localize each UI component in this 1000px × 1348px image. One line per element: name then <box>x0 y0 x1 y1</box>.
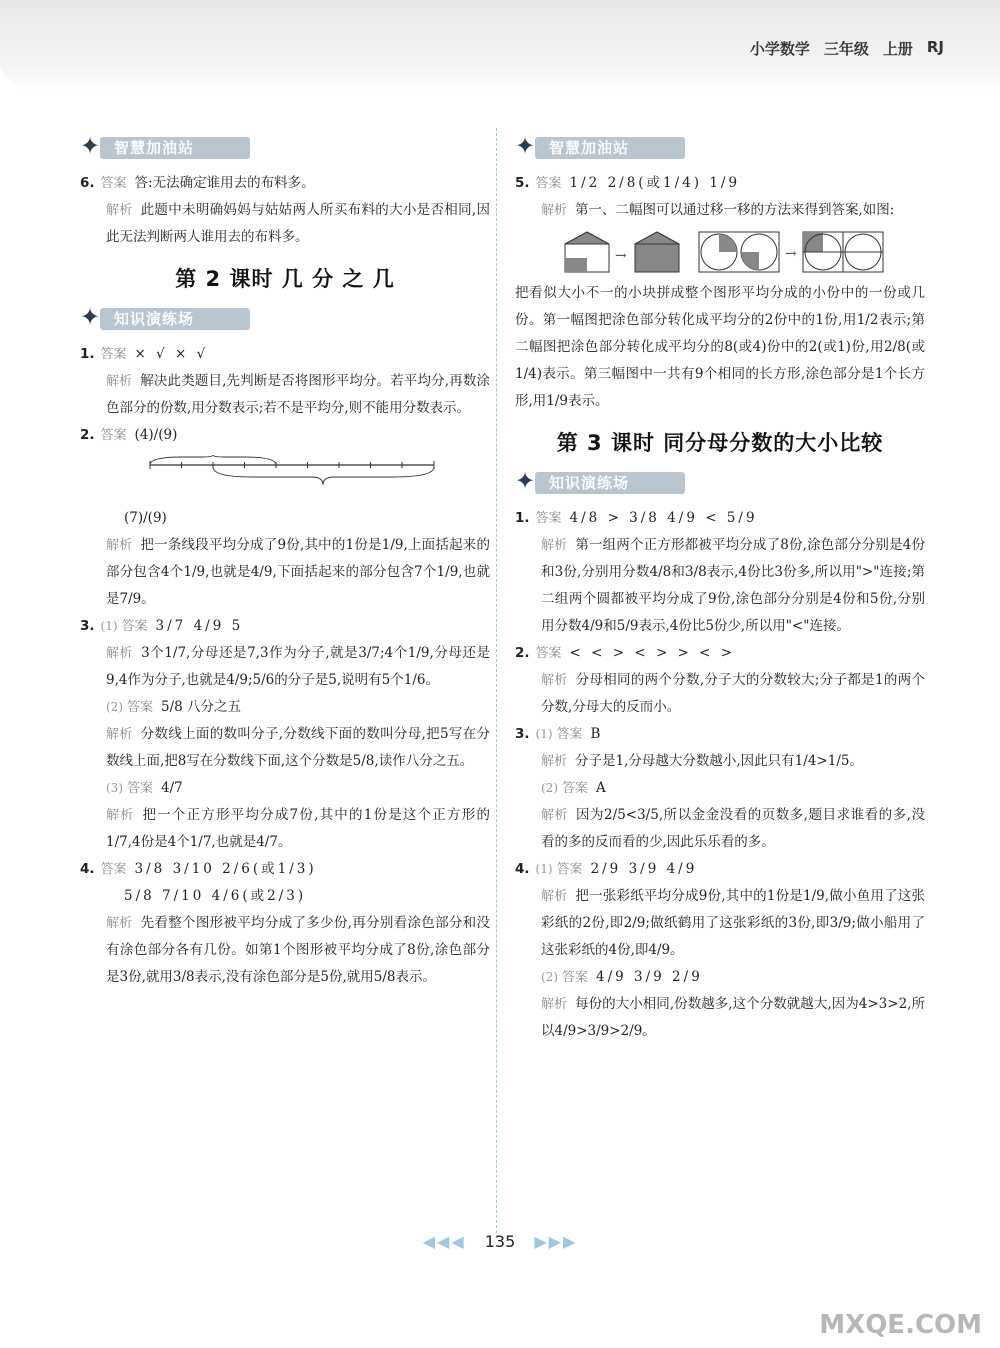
answer-text: 4/7 <box>161 780 183 796</box>
answer-text: 答:无法确定谁用去的布料多。 <box>134 175 315 191</box>
analysis-text: 解决此类题目,先判断是否将图形平均分。若平均分,再数涂色部分的份数,用分数表示;若不是平均分,则不能用分数表示。 <box>106 373 490 416</box>
analysis-text: 把一张彩纸平均分成9份,其中的1份是1/9,做小鱼用了这张彩纸的2份,即2/9;做纸鹤用了这张彩纸的3份,即3/9;做小船用了这张彩纸的4份,即4/9。 <box>541 888 925 958</box>
column-divider <box>496 128 497 1238</box>
section-label: 智慧加油站 <box>114 139 195 157</box>
circle-figure <box>697 230 887 274</box>
answer-text: 4/8 > 3/8 4/9 < 5/9 <box>569 510 758 526</box>
section-zhihui-right <box>515 132 925 162</box>
answer-top: (4)/(9) <box>134 427 178 443</box>
section-zhishi-left <box>80 303 490 333</box>
section-label: 知识演练场 <box>114 310 195 328</box>
question-4: 4. 答案 3/8 3/10 2/6(或1/3) 5/8 7/10 4/6(或2/3) 解析 先看整个图形被平均分成了多少份,再分别看涂色部分和没有涂色部分各有几份。如第1个图形被平均分成了8份,涂色部分是3份,就用3/8表示,没有涂色部分是5份,就用5/8表示。 <box>80 861 490 985</box>
segment-diagram <box>142 455 442 489</box>
question-6: 6. 答案 答:无法确定谁用去的布料多。 解析 此题中未明确妈妈与姑姑两人所买布料的大小是否相同,因此无法判断两人谁用去的布料多。 <box>80 175 490 245</box>
star-icon: ✦ <box>515 467 536 495</box>
answer-text: < < > < > > < > <box>569 645 736 661</box>
answer-text: × √ × √ <box>134 346 209 362</box>
answer-text: 3/7 4/9 5 <box>155 618 244 634</box>
question-r1: 1. 答案 4/8 > 3/8 4/9 < 5/9 解析 第一组两个正方形都被平均分成了8份,涂色部分分别是4份和3份,分别用分数4/8和3/8表示,4份比3份多,所以用">"连接;第二组两个圆都被平均分成了9份,涂色部分分别是4份和5份,分别用分数4/9和5/9表示,4份比5份少,所以用"<"连接。 <box>515 510 925 634</box>
answer-text: 5/8 八分之五 <box>161 699 242 715</box>
triangle-figure <box>563 230 683 274</box>
section-label: 知识演练场 <box>549 474 630 492</box>
analysis-text: 先看整个图形被平均分成了多少份,再分别看涂色部分和没有涂色部分各有几份。如第1个图形被平均分成了8份,涂色部分是3份,就用3/8表示,没有涂色部分是5份,就用5/8表示。 <box>106 915 490 985</box>
answer-text: A <box>596 780 606 796</box>
answer-text: 4/9 3/9 2/9 <box>596 969 703 985</box>
analysis-text: 因为2/5<3/5,所以金金没看的页数多,题目求谁看的多,没看的多的反而看的少,因此乐乐看的多。 <box>541 807 925 850</box>
answer-text: B <box>590 726 601 742</box>
lesson-title-2: 第 2 课时 几 分 之 几 <box>175 267 395 291</box>
answer-text: 1/2 2/8(或1/4) 1/9 <box>569 175 741 191</box>
answer-bottom: (7)/(9) <box>124 510 167 526</box>
analysis-text: 分子是1,分母越大分数越小,因此只有1/4>1/5。 <box>575 753 863 769</box>
page-number: 135 <box>484 1232 516 1251</box>
analysis-text: 第一组两个正方形都被平均分成了8份,涂色部分分别是4份和3份,分别用分数4/8和3/8表示,4份比3份多,所以用">"连接;第二组两个圆都被平均分成了9份,涂色部分分别是4份和5份,分别用分数4/9和5/9表示,4份比5份少,所以用"<"连接。 <box>541 537 925 634</box>
analysis-text: 3个1/7,分母还是7,3作为分子,就是3/7;4个1/9,分母还是9,4作为分子,也就是4/9;5/6的分子是5,说明有5个1/6。 <box>106 645 490 688</box>
question-5: 5. 答案 1/2 2/8(或1/4) 1/9 解析 第一、二幅图可以通过移一移的方法来得到答案,如图: → → 把看似大小不一的小块拼成整个图形平均分成的小份中的一份或几份。第一幅图把涂色部分转化成平均分的2份中的1份,用1/2表示;第二幅图把涂色部分转化成平均分的8(或4)份中的2(或1)份,用2/8(或1/4)表示。第三幅图中一共有9个相同的长方形,涂色部分是1个长方形,用1/9表示。 <box>515 175 925 409</box>
section-zhihui-left <box>80 132 490 162</box>
right-column <box>515 128 925 1045</box>
page-footer <box>0 1232 1000 1251</box>
star-icon: ✦ <box>80 303 101 331</box>
star-icon: ✦ <box>515 132 536 160</box>
analysis-text: 此题中未明确妈妈与姑姑两人所买布料的大小是否相同,因此无法判断两人谁用去的布料多。 <box>106 202 490 245</box>
site-watermark: MXQE.COM <box>819 1310 982 1340</box>
left-column <box>80 128 490 991</box>
section-zhishi-right <box>515 467 925 497</box>
question-2: 2. 答案 (4)/(9) (7)/(9) 解析 把一条线段平均分成了9份,其中的1份是1/9,上面括起来的部分包含4个1/9,也就是4/9,下面括起来的部分包含7个1/9,也就是7/9。 <box>80 427 490 607</box>
question-r3: 3. (1) 答案 B 解析 分子是1,分母越大分数越小,因此只有1/4>1/5。 (2) 答案 A 解析 因为2/5<3/5,所以金金没看的页数多,题目求谁看的多,没看的多的反而看的少,因此乐乐看的多。 <box>515 726 925 850</box>
svg-text:→: → <box>785 246 797 262</box>
lesson-title-3: 第 3 课时 同分母分数的大小比较 <box>556 431 884 455</box>
page-header <box>750 38 944 59</box>
analysis-text: 每份的大小相同,份数越多,这个分数就越大,因为4>3>2,所以4/9>3/9>2/9。 <box>541 996 925 1039</box>
analysis-text: 把一个正方形平均分成7份,其中的1份是这个正方形的1/7,4份是4个1/7,也就是4/7。 <box>106 807 490 850</box>
analysis-text: 把一条线段平均分成了9份,其中的1份是1/9,上面括起来的部分包含4个1/9,也就是4/9,下面括起来的部分包含7个1/9,也就是7/9。 <box>106 537 490 607</box>
question-r2: 2. 答案 < < > < > > < > 解析 分母相同的两个分数,分子大的分数较大;分子都是1的两个分数,分母大的反而小。 <box>515 645 925 715</box>
next-arrows-icon: ▶▶▶ <box>534 1232 578 1251</box>
prev-arrows-icon: ◀◀◀ <box>422 1232 466 1251</box>
analysis-text: 分母相同的两个分数,分子大的分数较大;分子都是1的两个分数,分母大的反而小。 <box>541 672 925 715</box>
analysis-text: 第一、二幅图可以通过移一移的方法来得到答案,如图: <box>575 202 895 218</box>
header-subject: 小学数学 <box>749 40 810 58</box>
analysis-text-2: 把看似大小不一的小块拼成整个图形平均分成的小份中的一份或几份。第一幅图把涂色部分转化成平均分的2份中的1份,用1/2表示;第二幅图把涂色部分转化成平均分的8(或4)份中的2(或1)份,用2/8(或1/4)表示。第三幅图中一共有9个相同的长方形,涂色部分是1个长方形,用1/9表示。 <box>515 285 925 409</box>
svg-text:→: → <box>615 248 627 264</box>
answer-text: 5/8 7/10 4/6(或2/3) <box>124 888 307 904</box>
header-grade: 三年级 <box>823 40 869 58</box>
header-edition: RJ <box>926 38 944 56</box>
question-r4: 4. (1) 答案 2/9 3/9 4/9 解析 把一张彩纸平均分成9份,其中的1份是1/9,做小鱼用了这张彩纸的2份,即2/9;做纸鹤用了这张彩纸的3份,即3/9;做小船用了这张彩纸的4份,即4/9。 (2) 答案 4/9 3/9 2/9 解析 每份的大小相同,份数越多,这个分数就越大,因为4>3>2,所以4/9>3/9>2/9。 <box>515 861 925 1039</box>
star-icon: ✦ <box>80 132 101 160</box>
question-3: 3. (1) 答案 3/7 4/9 5 解析 3个1/7,分母还是7,3作为分子,就是3/7;4个1/9,分母还是9,4作为分子,也就是4/9;5/6的分子是5,说明有5个1/6。 (2) 答案 5/8 八分之五 解析 分数线上面的数叫分子,分数线下面的数叫分母,把5写在分数线上面,把8写在分数线下面,这个分数是5/8,读作八分之五。 (3) 答案 4/7 解析 把一个正方形平均分成7份,其中的1份是这个正方形的1/7,4份是4个1/7,也就是4/7。 <box>80 618 490 850</box>
section-label: 智慧加油站 <box>549 139 630 157</box>
header-volume: 上册 <box>882 40 913 58</box>
answer-text: 2/9 3/9 4/9 <box>590 861 698 877</box>
move-diagram <box>563 230 925 274</box>
analysis-text: 分数线上面的数叫分子,分数线下面的数叫分母,把5写在分数线上面,把8写在分数线下面,这个分数是5/8,读作八分之五。 <box>106 726 490 769</box>
question-1: 1. 答案 × √ × √ 解析 解决此类题目,先判断是否将图形平均分。若平均分,再数涂色部分的份数,用分数表示;若不是平均分,则不能用分数表示。 <box>80 346 490 416</box>
answer-text: 3/8 3/10 2/6(或1/3) <box>134 861 317 877</box>
